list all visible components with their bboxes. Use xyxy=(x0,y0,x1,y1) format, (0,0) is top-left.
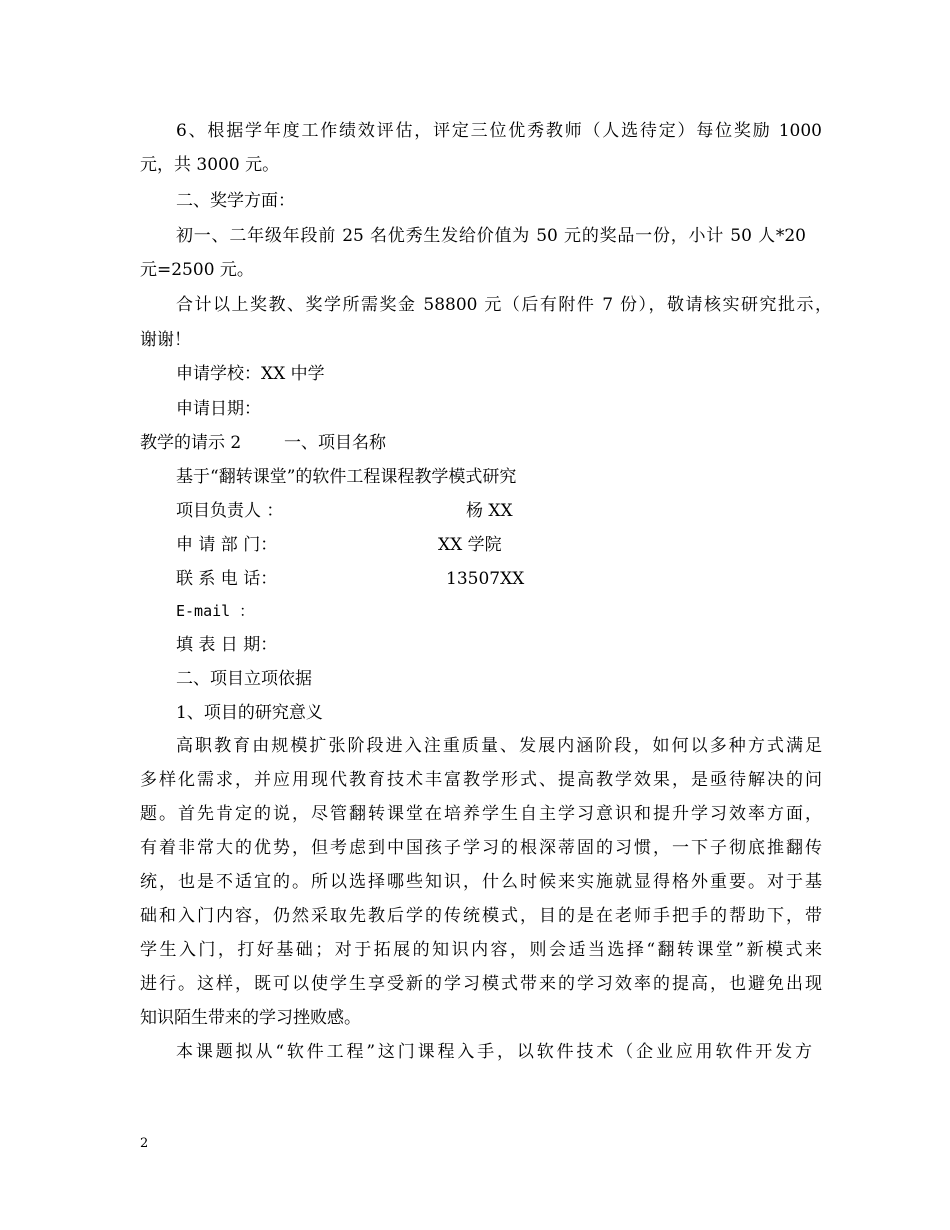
award-6-line2: 元，共 3000 元。 xyxy=(140,155,280,175)
paragraph-line-5: 统，也是不适宜的。所以选择哪些知识，什么时候来实施就显得格外重要。对于基 xyxy=(140,872,822,892)
section-title-inline: 教学的请示 2 xyxy=(140,433,242,453)
phone-value: 13507XX xyxy=(446,569,525,589)
phone-label: 联 系 电 话： xyxy=(176,569,278,589)
total-line1: 合计以上奖教、奖学所需奖金 58800 元（后有附件 7 份），敬请核实研究批示， xyxy=(176,295,832,315)
total-line2: 谢谢！ xyxy=(140,330,191,350)
leader-label: 项目负责人 ： xyxy=(176,501,284,521)
student-award-line1: 初一、二年级年段前 25 名优秀生发给价值为 50 元的奖品一份，小计 50 人*20 xyxy=(176,226,806,246)
paragraph-line-3: 题。首先肯定的说，尽管翻转课堂在培养学生自主学习意识和提升学习效率方面， xyxy=(140,804,822,824)
dept-label: 申 请 部 门： xyxy=(176,535,278,555)
paragraph-line-2: 多样化需求，并应用现代教育技术丰富教学形式、提高教学效果，是亟待解决的问 xyxy=(140,770,822,790)
sub-heading-significance: 1、项目的研究意义 xyxy=(176,703,323,723)
applicant-school: 申请学校：XX 中学 xyxy=(176,364,325,384)
heading-project-name: 一、项目名称 xyxy=(284,433,386,453)
heading-basis: 二、项目立项依据 xyxy=(176,669,312,689)
applicant-date: 申请日期： xyxy=(176,399,261,419)
paragraph-line-9: 知识陌生带来的学习挫败感。 xyxy=(140,1008,361,1028)
fill-date-label: 填 表 日 期： xyxy=(176,635,278,655)
paragraph-line-4: 有着非常大的优势，但考虑到中国孩子学习的根深蒂固的习惯，一下子彻底推翻传 xyxy=(140,838,822,858)
award-6-line1: 6、根据学年度工作绩效评估，评定三位优秀教师（人选待定）每位奖励 1000 xyxy=(176,121,822,141)
leader-value: 杨 XX xyxy=(466,501,513,521)
page-number: 2 xyxy=(140,1136,149,1151)
dept-value: XX 学院 xyxy=(438,535,502,555)
email-label: E-mail ： xyxy=(176,602,255,620)
last-paragraph-line-1: 本课题拟从“软件工程”这门课程入手，以软件技术（企业应用软件开发方 xyxy=(176,1042,812,1062)
student-award-line2: 元=2500 元。 xyxy=(140,260,254,280)
heading-jiangxue: 二、奖学方面： xyxy=(176,191,295,211)
project-name: 基于“翻转课堂”的软件工程课程教学模式研究 xyxy=(176,467,517,487)
paragraph-line-8: 进行。这样，既可以使学生享受新的学习模式带来的学习效率的提高，也避免出现 xyxy=(140,974,822,994)
paragraph-line-7: 学生入门，打好基础；对于拓展的知识内容，则会适当选择“翻转课堂”新模式来 xyxy=(140,940,822,960)
paragraph-line-1: 高职教育由规模扩张阶段进入注重质量、发展内涵阶段，如何以多种方式满足 xyxy=(176,736,822,756)
paragraph-line-6: 础和入门内容，仍然采取先教后学的传统模式，目的是在老师手把手的帮助下，带 xyxy=(140,906,822,926)
